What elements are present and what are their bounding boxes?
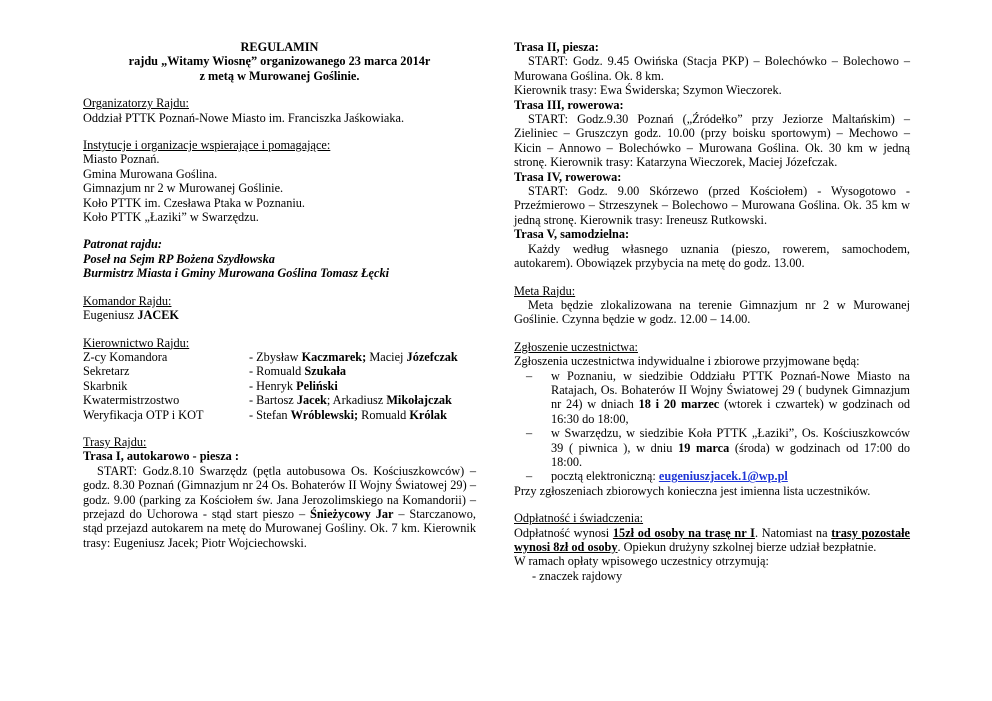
registration-intro: Zgłoszenia uczestnictwa indywidualne i zbiorowe przyjmowane będą: [514, 354, 860, 369]
patron-1: Poseł na Sejm RP Bożena Szydłowska [83, 251, 275, 266]
benefit-item: - znaczek rajdowy [532, 568, 623, 583]
title-line-3: z metą w Murowanej Goślinie. [199, 68, 360, 83]
route-2-title: Trasa II, piesza: [514, 40, 599, 54]
supporter-item: Koło PTTK „Łaziki” w Swarzędzu. [83, 210, 259, 225]
route-1-title: Trasa I, autokarowo - piesza : [83, 449, 239, 464]
finish-text: Meta będzie zlokalizowana na terenie Gimnazjum nr 2 w Murowanej Goślinie. Czynna będzie w godz. 12.00 – 14.00. [514, 297, 910, 327]
management-row [83, 408, 476, 422]
list-item: – pocztą elektroniczną: eugeniuszjacek.1@wp.pl [526, 469, 788, 484]
management-people: - Zbysław Kaczmarek; Maciej Józefczak [249, 349, 458, 364]
supporter-item: Gimnazjum nr 2 w Murowanej Goślinie. [83, 181, 284, 196]
organizers-text: Oddział PTTK Poznań-Nowe Miasto im. Franciszka Jaśkowiaka. [83, 110, 405, 125]
management-role: Z-cy Komandora [83, 349, 168, 364]
route-2 [514, 40, 910, 98]
route-1-text: START: Godz.8.10 Swarzędz (pętla autobusowa Os. Kościuszkowców) – godz. 8.30 Poznań (Gimnazjum nr 24 Os. Bohaterów II Wojny Światowej 29) – godz. 9.00 (parking za Kościołem św. Jana Jerozolimskiego na Komandorii) – przejazd do Uchorowa - stąd start pieszo – Śnieżycowy Jar – Starczanowo, stąd przejazd autokarem na metę do Murowanej Gośliny. Ok. 7 km. Kierownik trasy: Eugeniusz Jacek; Piotr Wojciechowski. [83, 463, 476, 550]
management-heading: Kierownictwo Rajdu: [83, 335, 190, 350]
management-people: - Romuald Szukała [249, 364, 347, 379]
commander-name: Eugeniusz JACEK [83, 308, 179, 323]
route-2-text: START: Godz. 9.45 Owińska (Stacja PKP) – Bolechówko – Bolechowo – Murowana Goślina. Ok. 8 km. [514, 54, 910, 83]
management-role: Kwatermistrzostwo [83, 393, 180, 408]
right-column [514, 40, 910, 583]
route-4-text: START: Godz. 9.00 Skórzewo (przed Kościołem) - Wysogotowo - Przeźmierowo – Strzeszynek – Bolechowo – Murowana Goślina. Ok. 35 km w jedną stronę. Kierownik trasy: Ireneusz Rutkowski. [514, 184, 910, 227]
supporter-item: Miasto Poznań. [83, 152, 160, 167]
registration-list [514, 369, 910, 484]
management-section [83, 336, 476, 422]
list-item: – w Poznaniu, w siedzibie Oddziału PTTK Poznań-Nowe Miasto na Ratajach, Os. Bohaterów II Wojny Światowej 29 ( budynek Gimnazjum nr 24) w dniach 18 i 20 marzec (wtorek i czwartek) w godzinach od 16:30 do 18:00, [526, 368, 910, 426]
organizers-section [83, 96, 476, 125]
management-row [83, 379, 476, 393]
route-5 [514, 227, 910, 270]
route-3-title: Trasa III, rowerowa: [514, 97, 624, 112]
routes-section [83, 435, 476, 550]
supporter-item: Koło PTTK im. Czesława Ptaka w Poznaniu. [83, 195, 305, 210]
title-line-2: rajdu „Witamy Wiosnę” organizowanego 23 marca 2014r [128, 54, 431, 69]
title-line-1: REGULAMIN [240, 40, 319, 54]
email-link[interactable]: eugeniuszjacek.1@wp.pl [658, 469, 788, 484]
benefits-intro: W ramach opłaty wpisowego uczestnicy otrzymują: [514, 554, 769, 569]
management-row [83, 350, 476, 364]
patronage-section [83, 237, 476, 280]
routes-heading: Trasy Rajdu: [83, 434, 147, 449]
management-role: Sekretarz [83, 364, 130, 379]
dash-bullet: – [526, 469, 533, 484]
management-role: Weryfikacja OTP i KOT [83, 407, 204, 422]
registration-section [514, 340, 910, 498]
patron-2: Burmistrz Miasta i Gminy Murowana Goślina Tomasz Łęcki [83, 266, 390, 281]
fees-text: Odpłatność wynosi 15zł od osoby na trasę nr I. Natomiast na trasy pozostałe wynosi 8zł od osoby. Opiekun drużyny szkolnej bierze udział bezpłatnie. [514, 525, 911, 554]
management-people: - Henryk Peliński [249, 378, 338, 393]
patronage-heading: Patronat rajdu: [83, 237, 162, 252]
supporters-heading: Instytucje i organizacje wspierające i pomagające: [83, 138, 331, 153]
route-5-text: Każdy według własnego uznania (pieszo, rowerem, samochodem, autokarem). Obowiązek przybycia na metę do godz. 13.00. [514, 241, 910, 271]
supporters-section [83, 138, 476, 224]
finish-heading: Meta Rajdu: [514, 283, 576, 298]
registration-heading: Zgłoszenie uczestnictwa: [514, 339, 638, 354]
commander-section [83, 294, 476, 323]
management-row [83, 393, 476, 407]
management-people: - Bartosz Jacek; Arkadiusz Mikołajczak [249, 393, 452, 408]
route-5-title: Trasa V, samodzielna: [514, 227, 630, 242]
left-column [83, 40, 476, 550]
supporter-item: Gmina Murowana Goślina. [83, 166, 218, 181]
document-title [83, 40, 476, 83]
organizers-heading: Organizatorzy Rajdu: [83, 96, 189, 111]
management-row [83, 364, 476, 378]
finish-section [514, 284, 910, 327]
route-2-leader: Kierownik trasy: Ewa Świderska; Szymon Wieczorek. [514, 83, 782, 98]
fees-section [514, 511, 910, 583]
dash-bullet: – [526, 368, 533, 383]
route-3 [514, 98, 910, 170]
management-people: - Stefan Wróblewski; Romuald Królak [249, 407, 447, 422]
route-4-title: Trasa IV, rowerowa: [514, 169, 622, 184]
management-role: Skarbnik [83, 378, 128, 393]
route-3-text: START: Godz.9.30 Poznań („Źródełko” przy Jeziorze Maltańskim) – Zieliniec – Gruszczyn godz. 10.00 (przy boisku sportowym) – Mechowo – Kicin – Annowo – Bolechówko – Murowana Goślina. Ok. 30 km w jedną stronę. Kierownik trasy: Katarzyna Wieczorek, Maciej Józefczak. [514, 112, 910, 170]
fees-heading: Odpłatność i świadczenia: [514, 511, 644, 526]
dash-bullet: – [526, 426, 533, 441]
list-item: – w Swarzędzu, w siedzibie Koła PTTK „Łaziki”, Os. Kościuszkowców 39 ( piwnica ), w dniu 19 marca (środa) w godzinach od 17:00 do 18:00. [526, 426, 910, 469]
commander-heading: Komandor Rajdu: [83, 293, 172, 308]
route-4 [514, 170, 910, 228]
group-note: Przy zgłoszeniach zbiorowych konieczna jest imienna lista uczestników. [514, 483, 871, 498]
